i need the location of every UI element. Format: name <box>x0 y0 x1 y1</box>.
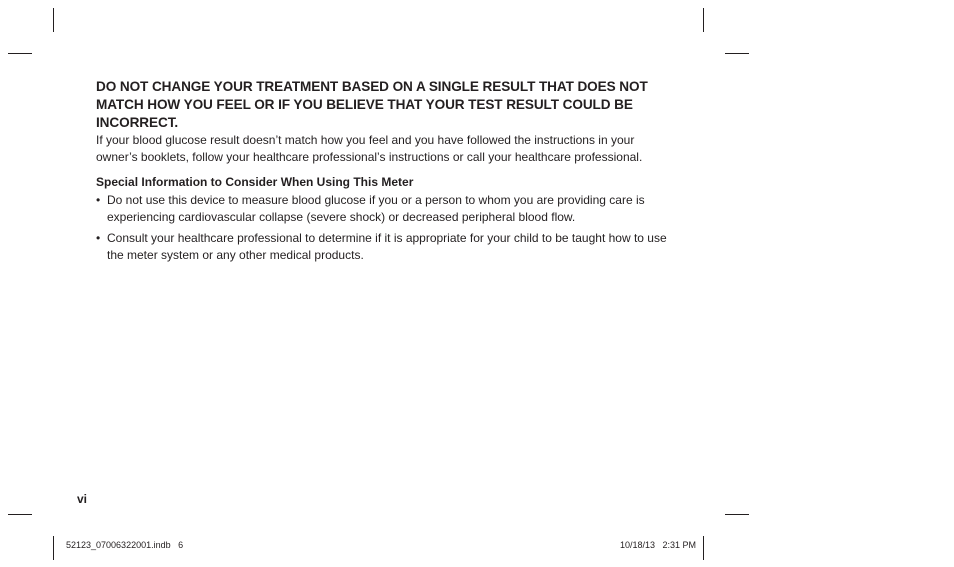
slug-filename: 52123_07006322001.indb 6 <box>66 540 184 550</box>
warning-body: If your blood glucose result doesn’t match how you feel and you have followed the instructions in your owner’s booklets, follow your healthcare professional’s instructions or call your healthcare professional. <box>96 133 643 164</box>
section-heading: Special Information to Consider When Using This Meter <box>96 175 414 189</box>
bullet-text: Do not use this device to measure blood glucose if you or a person to whom you are providing care is experiencing cardiovascular collapse (severe shock) or decreased peripheral blood flow. <box>107 193 645 224</box>
crop-mark-bottom-right-horizontal <box>725 514 749 515</box>
page-content <box>96 78 676 268</box>
crop-mark-top-left-vertical <box>53 8 54 32</box>
list-item <box>96 192 676 226</box>
bullet-icon: • <box>96 193 101 207</box>
slug-datetime: 10/18/13 2:31 PM <box>620 540 697 550</box>
warning-heading: DO NOT CHANGE YOUR TREATMENT BASED ON A SINGLE RESULT THAT DOES NOT MATCH HOW YOU FEEL OR IF YOU BELIEVE THAT YOUR TEST RESULT COULD BE INCORRECT. <box>96 79 648 130</box>
crop-mark-top-right-vertical <box>703 8 704 32</box>
bullet-list <box>96 192 676 264</box>
list-item <box>96 230 676 264</box>
bullet-text: Consult your healthcare professional to determine if it is appropriate for your child to be taught how to use the meter system or any other medical products. <box>107 231 667 262</box>
crop-mark-top-left-horizontal <box>8 53 32 54</box>
crop-mark-bottom-left-vertical <box>53 536 54 560</box>
crop-mark-bottom-left-horizontal <box>8 514 32 515</box>
crop-mark-bottom-right-vertical <box>703 536 704 560</box>
crop-mark-top-right-horizontal <box>725 53 749 54</box>
page-number: vi <box>77 492 88 506</box>
bullet-icon: • <box>96 231 101 245</box>
